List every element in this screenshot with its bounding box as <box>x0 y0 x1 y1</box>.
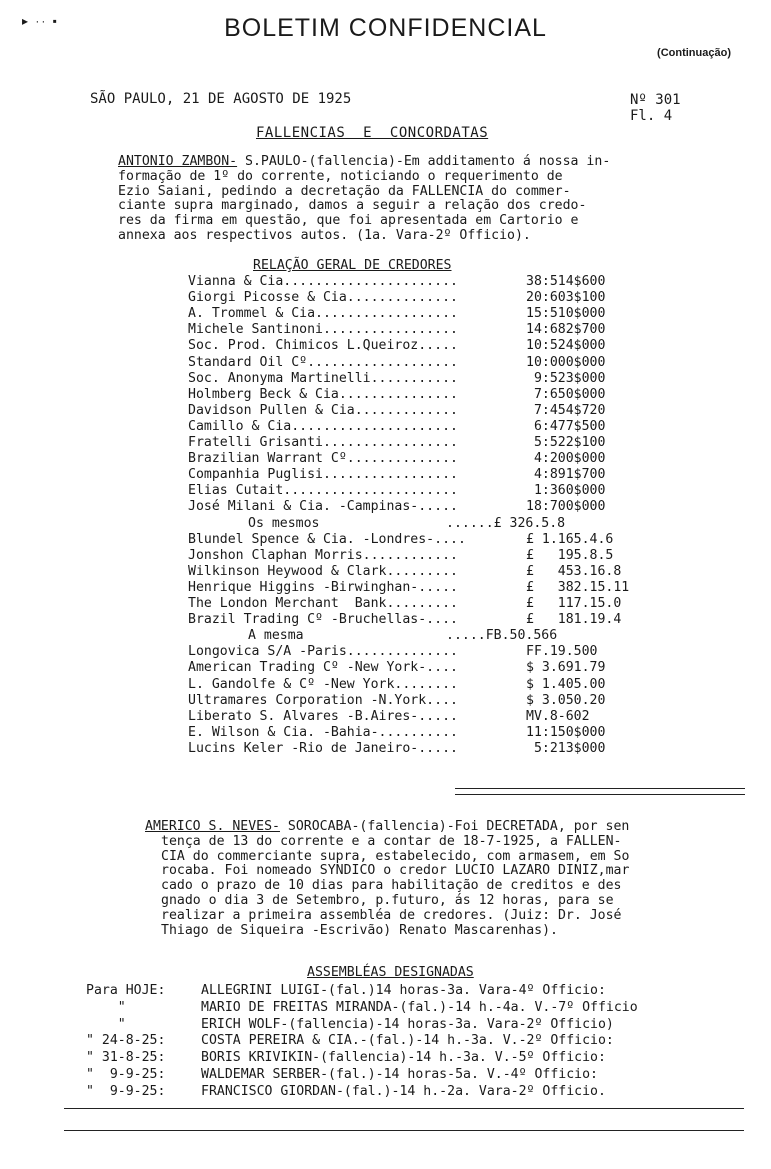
assembly-text: ALLEGRINI LUIGI-(fal.)14 horas-3a. Vara-4º Officio: <box>201 983 606 998</box>
creditor-name: Michele Santinoni................. <box>188 322 458 338</box>
creditor-name: Longovica S/A -Paris.............. <box>188 644 458 660</box>
creditor-amount: 15:510$000 <box>526 306 606 322</box>
entry-line: cado o prazo de 10 dias para habilitação de creditos e des <box>161 878 622 894</box>
creditor-name: The London Merchant Bank......... <box>188 596 458 611</box>
creditor-name: Vianna & Cia...................... <box>188 274 458 289</box>
assemblies-title: ASSEMBLÉAS DESIGNADAS <box>307 965 474 980</box>
entry-line: ciante supra marginado, damos a seguir a relação dos credo- <box>118 198 587 214</box>
creditor-amount: ......£ 326.5.8 <box>446 515 566 531</box>
creditor-row <box>188 436 648 451</box>
creditor-name: Giorgi Picosse & Cia.............. <box>188 290 458 306</box>
creditor-row <box>188 613 648 628</box>
entry-zambon <box>118 155 728 244</box>
creditor-row <box>188 291 648 306</box>
assembly-date: " <box>86 1016 126 1032</box>
creditor-row <box>188 597 648 612</box>
creditor-row <box>188 339 648 354</box>
creditor-row <box>188 661 648 676</box>
divider <box>64 1130 744 1131</box>
creditor-name: Brazilian Warrant Cº.............. <box>188 451 458 467</box>
creditor-row <box>188 581 648 596</box>
creditor-row <box>188 549 648 564</box>
divider <box>455 788 745 789</box>
continuation-note: (Continuação) <box>657 47 731 59</box>
creditor-amount: £ 382.15.11 <box>526 579 630 595</box>
assembly-date: " 9-9-25: <box>86 1083 166 1099</box>
creditor-row <box>188 484 648 499</box>
entry-neves <box>145 820 735 938</box>
assembly-date: Para HOJE: <box>86 983 166 998</box>
sheet-number: Fl. 4 <box>630 108 673 124</box>
creditor-row <box>188 694 648 709</box>
creditor-row <box>188 323 648 338</box>
creditor-name: Lucins Keler -Rio de Janeiro-..... <box>188 740 458 756</box>
creditor-amount: $ 3.050.20 <box>526 692 606 708</box>
creditor-amount: 11:150$000 <box>526 724 606 740</box>
creditor-amount: £ 181.19.4 <box>526 612 622 628</box>
creditor-amount: 10:000$000 <box>526 354 606 370</box>
assembly-text: BORIS KRIVIKIN-(fallencia)-14 h.-3a. V.-5º Officio: <box>201 1050 606 1066</box>
assembly-text: FRANCISCO GIORDAN-(fal.)-14 h.-2a. Vara-2º Officio. <box>201 1083 606 1099</box>
creditor-amount: MV.8-602 <box>526 708 590 724</box>
creditor-amount: 1:360$000 <box>526 483 606 499</box>
creditor-amount: 20:603$100 <box>526 290 606 306</box>
creditor-name: Blundel Spence & Cia. -Londres-.... <box>188 531 466 547</box>
bulletin-number: Nº 301 <box>630 92 681 108</box>
assembly-date: " 31-8-25: <box>86 1050 166 1066</box>
creditor-amount: .....FB.50.566 <box>446 628 558 644</box>
entry-line: gnado o dia 3 de Setembro, p.futuro, ás 12 horas, para se <box>161 892 614 908</box>
creditor-amount: FF.19.500 <box>526 644 598 660</box>
creditor-name: Wilkinson Heywood & Clark......... <box>188 563 458 579</box>
creditor-amount: £ 195.8.5 <box>526 547 614 563</box>
creditor-row <box>188 420 648 435</box>
entry-line: annexa aos respectivos autos. (1a. Vara-2º Officio). <box>118 227 531 243</box>
entry-line <box>118 155 728 170</box>
creditor-name: Davidson Pullen & Cia............. <box>188 402 458 418</box>
creditor-row <box>188 742 648 757</box>
assembly-date: " <box>86 999 126 1015</box>
creditor-amount: 10:524$000 <box>526 338 606 354</box>
entry-line <box>145 820 735 835</box>
entry-company-name: ANTONIO ZAMBON- <box>118 154 238 169</box>
creditor-row <box>188 645 648 660</box>
bulletin-title: BOLETIM CONFIDENCIAL <box>224 14 547 42</box>
creditor-name: Soc. Anonyma Martinelli........... <box>188 370 458 386</box>
creditor-row <box>188 452 648 467</box>
creditor-amount: 38:514$600 <box>526 274 606 289</box>
creditor-amount: 4:200$000 <box>526 451 606 467</box>
dateline: SÃO PAULO, 21 DE AGOSTO DE 1925 <box>90 91 352 107</box>
creditor-name: Companhia Puglisi................. <box>188 467 458 483</box>
creditor-row <box>188 533 648 548</box>
creditor-name: Henrique Higgins -Birwinghan-..... <box>188 579 458 595</box>
creditor-amount: 6:477$500 <box>526 418 606 434</box>
creditor-amount: 14:682$700 <box>526 322 606 338</box>
creditor-row <box>188 388 648 403</box>
entry-line: CIA do commerciante supra, estabelecido, com armasem, em So <box>161 848 630 864</box>
entry-line: realizar a primeira assembléa de credores. (Juiz: Dr. José <box>161 907 622 923</box>
entry-text: S.PAULO-(fallencia)-Em additamento á nossa in- <box>237 154 611 169</box>
creditor-row <box>188 500 648 515</box>
creditor-amount: £ 453.16.8 <box>526 563 622 579</box>
creditor-name: Fratelli Grisanti................. <box>188 435 458 450</box>
creditors-list-title: RELAÇÃO GERAL DE CREDORES <box>253 258 452 273</box>
creditor-name: Os mesmos <box>248 515 320 531</box>
creditor-amount: 7:650$000 <box>526 386 606 402</box>
creditor-name: L. Gandolfe & Cº -New York........ <box>188 676 458 692</box>
creditor-name: Standard Oil Cº................... <box>188 354 458 370</box>
creditor-row <box>188 468 648 483</box>
creditor-amount: 4:891$700 <box>526 467 606 483</box>
bulletin-number-block <box>630 92 681 124</box>
creditor-name: Brazil Trading Cº -Bruchellas-.... <box>188 612 458 628</box>
creditor-row <box>188 726 648 741</box>
creditor-amount: £ 117.15.0 <box>526 596 622 611</box>
creditor-name: José Milani & Cia. -Campinas-..... <box>188 499 458 515</box>
creditor-name: Elias Cutait...................... <box>188 483 458 499</box>
creditor-row <box>188 710 648 725</box>
creditor-name: A. Trommel & Cia.................. <box>188 306 458 322</box>
section-title: FALLENCIAS E CONCORDATAS <box>256 125 489 141</box>
creditor-amount: 5:213$000 <box>526 740 606 756</box>
entry-line: formação de 1º do corrente, noticiando o requerimento de <box>118 168 563 184</box>
assembly-text: COSTA PEREIRA & CIA.-(fal.)-14 h.-3a. V.-2º Officio: <box>201 1033 614 1049</box>
creditor-name: Soc. Prod. Chimicos L.Queiroz..... <box>188 338 458 354</box>
entry-text: SOROCABA-(fallencia)-Foi DECRETADA, por sen <box>279 819 630 834</box>
creditor-name: Holmberg Beck & Cia............... <box>188 386 458 402</box>
assembly-date: " 24-8-25: <box>86 1033 166 1049</box>
creditor-amount: £ 1.165.4.6 <box>526 531 614 547</box>
creditor-amount: 5:522$100 <box>526 435 606 450</box>
entry-line: Ezio Saiani, pedindo a decretação da FALLENCIA do commer- <box>118 183 571 199</box>
creditor-row <box>188 307 648 322</box>
creditor-row <box>188 629 648 644</box>
creditor-row <box>188 356 648 371</box>
entry-line: tença de 13 do corrente e a contar de 18-7-1925, a FALLEN- <box>161 833 622 849</box>
assembly-text: WALDEMAR SERBER-(fal.)-14 horas-5a. V.-4º Officio: <box>201 1067 598 1082</box>
creditor-amount: 18:700$000 <box>526 499 606 515</box>
entry-line: res da firma em questão, que foi apresentada em Cartorio e <box>118 213 579 229</box>
divider <box>455 794 745 795</box>
assembly-text: MARIO DE FREITAS MIRANDA-(fal.)-14 h.-4a. V.-7º Officio <box>201 999 638 1015</box>
creditor-amount: 7:454$720 <box>526 402 606 418</box>
creditor-amount: 9:523$000 <box>526 370 606 386</box>
punch-marks: ▸ ·· ▪ <box>22 14 59 28</box>
creditor-name: Camillo & Cia..................... <box>188 418 458 434</box>
assembly-date: " 9-9-25: <box>86 1067 166 1082</box>
entry-company-name: AMERICO S. NEVES- <box>145 819 280 834</box>
creditor-row <box>188 404 648 419</box>
creditor-row <box>188 678 648 693</box>
creditor-name: Liberato S. Alvares -B.Aires-..... <box>188 708 458 724</box>
creditor-name: Jonshon Claphan Morris............ <box>188 547 458 563</box>
creditor-name: Ultramares Corporation -N.York.... <box>188 692 458 708</box>
creditor-amount: $ 1.405.00 <box>526 676 606 692</box>
creditor-name: American Trading Cº -New York-.... <box>188 660 458 676</box>
assembly-text: ERICH WOLF-(fallencia)-14 horas-3a. Vara-2º Officio) <box>201 1016 614 1032</box>
entry-line: rocaba. Foi nomeado SYNDICO o credor LUCIO LAZARO DINIZ,mar <box>161 863 630 879</box>
creditor-row <box>188 517 648 532</box>
creditor-row <box>188 372 648 387</box>
entry-line: Thiago de Siqueira -Escrivão) Renato Mascarenhas). <box>161 922 558 938</box>
creditor-row <box>188 275 648 290</box>
creditor-amount: $ 3.691.79 <box>526 660 606 676</box>
divider <box>64 1108 744 1109</box>
creditor-name: E. Wilson & Cia. -Bahia-.......... <box>188 724 458 740</box>
creditor-row <box>188 565 648 580</box>
creditor-name: A mesma <box>248 628 304 644</box>
